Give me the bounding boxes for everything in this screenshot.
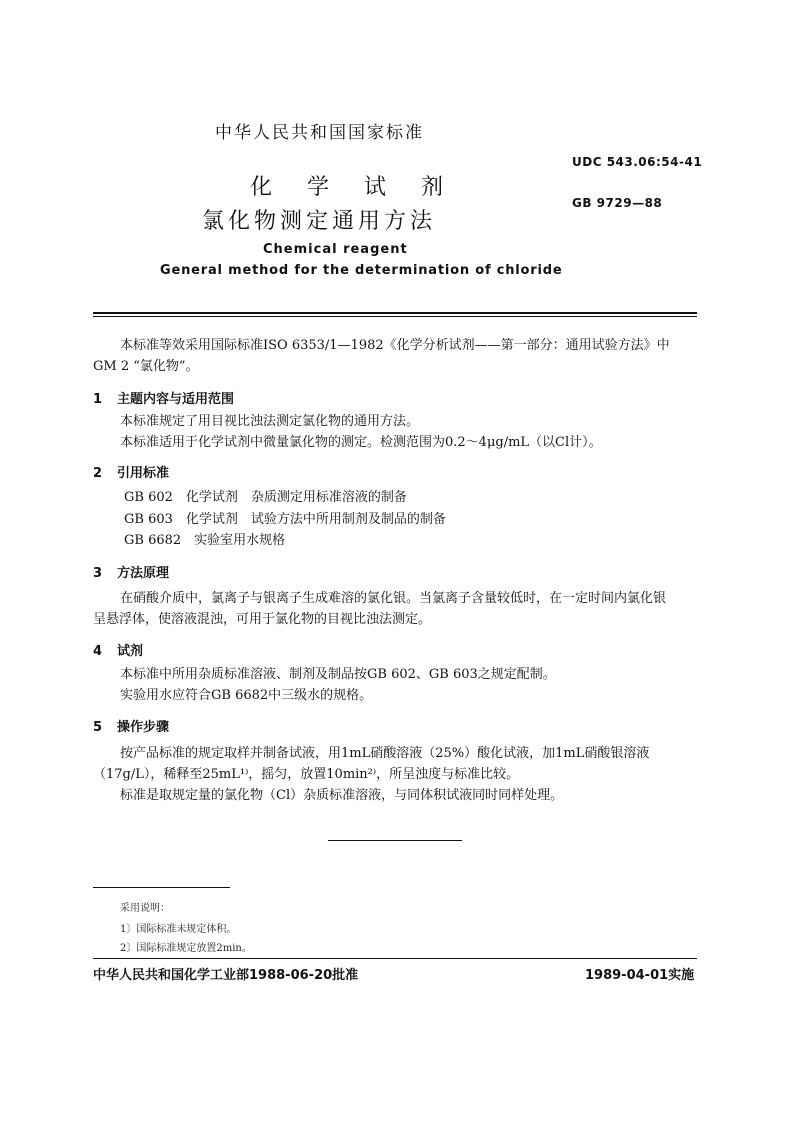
section-title: 主题内容与适用范围 (117, 392, 235, 407)
footnote-1: 1〕国际标准未规定体积。 (120, 924, 237, 935)
udc-code: UDC 543.06:54-41 (572, 155, 703, 169)
section-5-line-2: （17g/L），稀释至25mL¹⁾，摇匀，放置10min²⁾，所呈浊度与标准比较。 (93, 767, 520, 782)
footnote-heading: 采用说明： (120, 903, 170, 914)
section-number: 1 (93, 392, 103, 407)
footnote-2: 2〕国际标准规定放置2min。 (120, 943, 252, 954)
title-line-2: 氯化物测定通用方法 (202, 209, 437, 234)
section-heading-5 (93, 716, 169, 735)
section-heading-3 (93, 562, 169, 581)
section-4-line-2: 实验用水应符合GB 6682中三级水的规格。 (120, 688, 373, 703)
intro-line-2: GM 2 “氯化物”。 (93, 359, 199, 374)
header-rule-thick (93, 312, 697, 314)
section-number: 3 (93, 566, 103, 581)
section-2-line-1: GB 602 化学试剂 杂质测定用标准溶液的制备 (124, 490, 407, 505)
section-heading-4 (93, 640, 143, 659)
section-1-line-1: 本标准规定了用目视比浊法测定氯化物的通用方法。 (120, 414, 420, 429)
section-number: 2 (93, 466, 103, 481)
footnote-rule (93, 887, 230, 888)
issuing-authority: 中华人民共和国国家标准 (215, 123, 424, 143)
footer-rule (93, 958, 697, 959)
section-2-line-3: GB 6682 实验室用水规格 (124, 533, 286, 548)
header-rule-thin (93, 316, 697, 317)
section-5-line-3: 标准是取规定量的氯化物（Cl）杂质标准溶液，与同体积试液同时同样处理。 (120, 788, 564, 803)
section-2-line-2: GB 603 化学试剂 试验方法中所用制剂及制品的制备 (124, 512, 446, 527)
section-number: 5 (93, 720, 103, 735)
section-4-line-1: 本标准中所用杂质标准溶液、制剂及制品按GB 602、GB 603之规定配制。 (120, 667, 556, 682)
english-title-1: Chemical reagent (263, 242, 408, 257)
title-line-1: 化 学 试 剂 (250, 175, 457, 200)
section-title: 方法原理 (117, 566, 170, 581)
section-3-line-1: 在硝酸介质中，氯离子与银离子生成难溶的氯化银。当氯离子含量较低时，在一定时间内氯化银 (120, 591, 667, 606)
section-heading-1 (93, 388, 234, 407)
section-title: 引用标准 (117, 466, 170, 481)
section-title: 试剂 (117, 644, 144, 659)
section-5-line-1: 按产品标准的规定取样并制备试液，用1mL硝酸溶液（25%）酸化试液，加1mL硝酸银溶液 (120, 746, 650, 761)
effective-date: 1989-04-01实施 (585, 968, 695, 983)
section-title: 操作步骤 (117, 720, 170, 735)
english-title-2: General method for the determination of chloride (160, 263, 563, 278)
intro-line-1: 本标准等效采用国际标准ISO 6353/1—1982《化学分析试剂——第一部分：通用试验方法》中 (120, 338, 670, 353)
approval-statement: 中华人民共和国化学工业部1988-06-20批准 (93, 968, 359, 983)
end-rule (328, 840, 462, 841)
section-heading-2 (93, 462, 169, 481)
section-1-line-2: 本标准适用于化学试剂中微量氯化物的测定。检测范围为0.2～4μg/mL（以Cl计）。 (120, 435, 602, 450)
section-3-line-2: 呈悬浮体，使溶液混浊，可用于氯化物的目视比浊法测定。 (93, 612, 432, 627)
standard-number: GB 9729—88 (572, 196, 663, 210)
section-number: 4 (93, 644, 103, 659)
